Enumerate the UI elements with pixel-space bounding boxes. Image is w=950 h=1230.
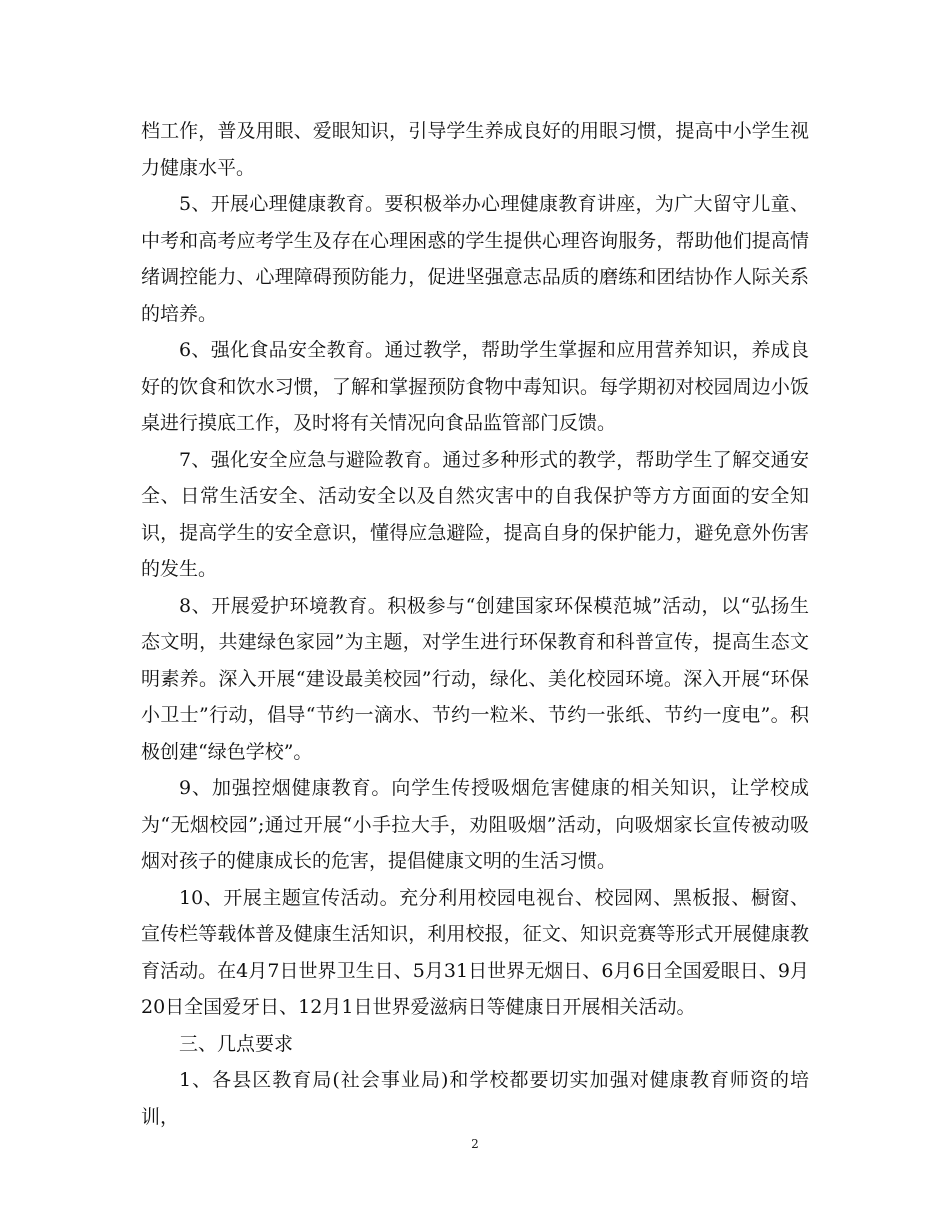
paragraph-item-5: 5、开展心理健康教育。要积极举办心理健康教育讲座，为广大留守儿童、中考和高考应考学生及存在心理困惑的学生提供心理咨询服务，帮助他们提高情绪调控能力、心理障碍预防能力，促进坚强意志品质的磨练和团结协作人际关系的培养。 [141,193,809,325]
paragraph-item-7: 7、强化安全应急与避险教育。通过多种形式的教学，帮助学生了解交通安全、日常生活安全、活动安全以及自然灾害中的自我保护等方方面面的安全知识，提高学生的安全意识，懂得应急避险，提高自身的保护能力，避免意外伤害的发生。 [141,448,809,580]
paragraph-item-8: 8、开展爱护环境教育。积极参与“创建国家环保模范城”活动，以“弘扬生态文明，共建绿色家园”为主题，对学生进行环保教育和科普宣传，提高生态文明素养。深入开展“建设最美校园”行动，绿化、美化校园环境。深入开展“环保小卫士”行动，倡导“节约一滴水、节约一粒米、节约一张纸、节约一度电”。积极创建“绿色学校”。 [141,594,809,763]
paragraph-item-10: 10、开展主题宣传活动。充分利用校园电视台、校园网、黑板报、橱窗、宣传栏等载体普及健康生活知识，利用校报，征文、知识竞赛等形式开展健康教育活动。在4月7日世界卫生日、5月31日世界无烟日、6月6日全国爱眼日、9月20日全国爱牙日、12月1日世界爱滋病日等健康日开展相关活动。 [141,886,809,1018]
paragraph-item-9: 9、加强控烟健康教育。向学生传授吸烟危害健康的相关知识，让学校成为“无烟校园”;通过开展“小手拉大手，劝阻吸烟”活动，向吸烟家长宣传被动吸烟对孩子的健康成长的危害，提倡健康文明的生活习惯。 [141,777,809,872]
section-heading: 三、几点要求 [179,1032,294,1055]
paragraph-requirement-1: 1、各县区教育局(社会事业局)和学校都要切实加强对健康教育师资的培训， [141,1069,809,1128]
paragraph-item-6: 6、强化食品安全教育。通过教学，帮助学生掌握和应用营养知识，养成良好的饮食和饮水习惯，了解和掌握预防食物中毒知识。每学期初对校园周边小饭桌进行摸底工作，及时将有关情况向食品监管部门反馈。 [141,339,809,434]
document-body [141,113,809,1135]
page-number: 2 [471,1137,479,1151]
paragraph-continued: 档工作，普及用眼、爱眼知识，引导学生养成良好的用眼习惯，提高中小学生视力健康水平。 [141,120,809,179]
